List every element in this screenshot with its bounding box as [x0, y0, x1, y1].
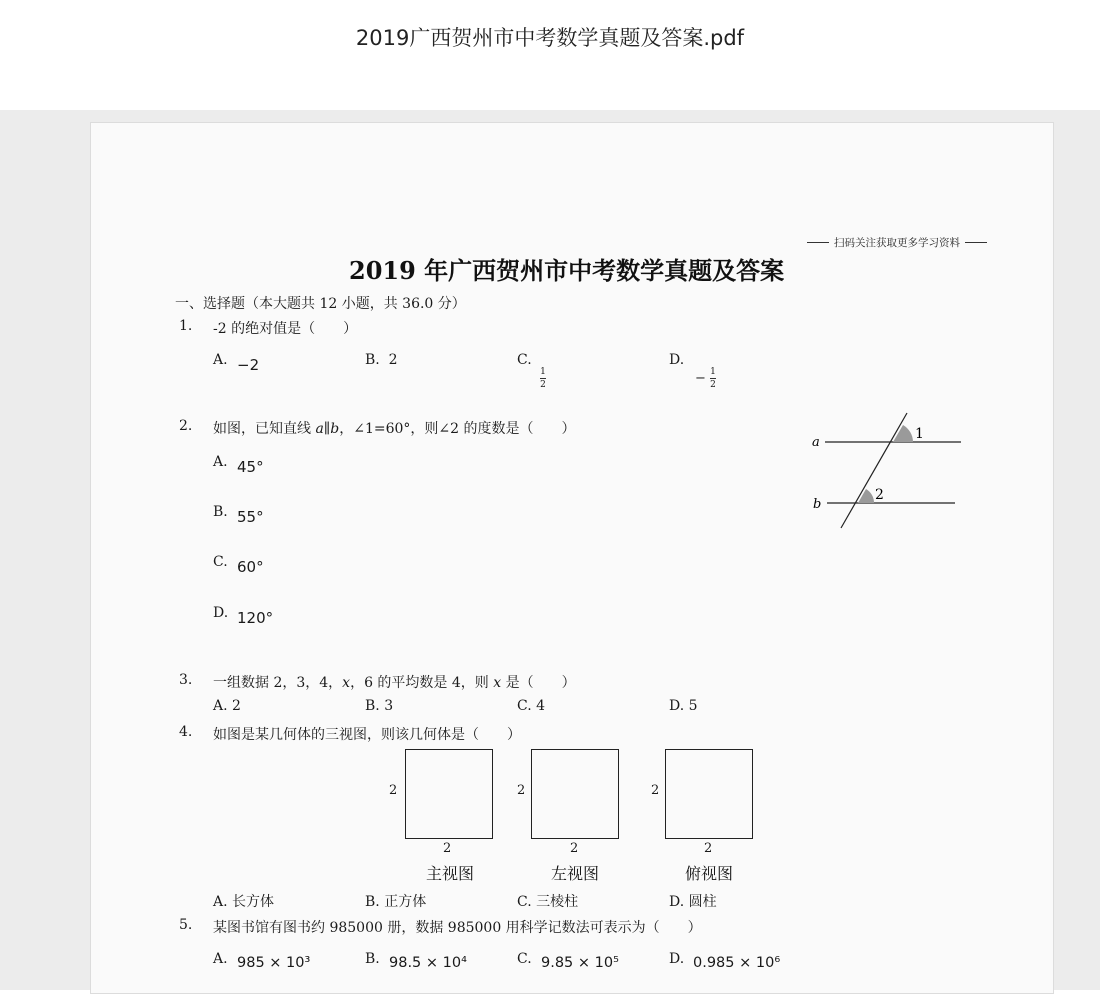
q1-option-c-label: C.	[517, 352, 532, 368]
q2-stem-parallel: a∥b	[315, 421, 340, 437]
q3-number: 3.	[179, 672, 193, 688]
q5-option-c-value: 9.85 × 10⁵	[541, 955, 619, 971]
q2-option-c-value: 60°	[237, 558, 264, 576]
q1-c-numerator: 1	[540, 367, 546, 377]
q5-stem: 某图书馆有图书约 985000 册，数据 985000 用科学记数法可表示为（ ）	[213, 920, 702, 936]
q5-option-d-value: 0.985 × 10⁶	[693, 955, 781, 971]
section-heading: 一、选择题（本大题共 12 小题，共 36.0 分）	[175, 296, 466, 312]
side-view-side-label: 2	[517, 783, 526, 798]
q4-option-c: C. 三棱柱	[517, 894, 579, 910]
q1-d-denominator: 2	[710, 380, 716, 390]
q2-option-c-label: C.	[213, 554, 228, 570]
q1-option-b-label: B.	[365, 352, 380, 368]
q4-number: 4.	[179, 724, 193, 740]
line-b-label: b	[813, 497, 822, 512]
q3-stem-post: 是（ ）	[501, 675, 576, 691]
q2-option-a-label: A.	[213, 454, 228, 470]
q4-option-b: B. 正方体	[365, 894, 427, 910]
q2-option-b-label: B.	[213, 504, 228, 520]
q1-stem: -2 的绝对值是（ ）	[213, 321, 358, 337]
front-view	[389, 749, 499, 883]
qr-note-text: 扫码关注获取更多学习资料	[834, 237, 960, 249]
q2-stem	[213, 418, 576, 438]
q3-option-b: B. 3	[365, 698, 394, 714]
q5-option-b-value: 98.5 × 10⁴	[389, 955, 467, 971]
q2-option-d-value: 120°	[237, 609, 274, 627]
side-view-bottom-label: 2	[570, 841, 579, 856]
q1-option-b	[365, 352, 398, 368]
angle-1-mark	[893, 425, 913, 442]
angle-1-label: 1	[915, 426, 924, 442]
q1-number: 1.	[179, 318, 193, 334]
top-view-square	[665, 749, 753, 839]
side-view	[517, 749, 627, 883]
q1-option-a-value: −2	[237, 356, 260, 374]
q3-option-c: C. 4	[517, 698, 546, 714]
pdf-page	[90, 122, 1054, 994]
front-view-square	[405, 749, 493, 839]
q5-number: 5.	[179, 917, 193, 933]
q1-option-c-fraction	[540, 367, 546, 390]
top-view-label: 俯视图	[685, 864, 734, 883]
q3-option-a: A. 2	[213, 698, 241, 714]
q1-option-d-fraction	[695, 367, 716, 390]
document-title: 2019 年广西贺州市中考数学真题及答案	[349, 256, 785, 285]
q2-stem-post: ，∠1=60°，则∠2 的度数是（ ）	[339, 421, 576, 437]
q2-number: 2.	[179, 418, 193, 434]
angle-2-label: 2	[875, 487, 884, 503]
side-view-square	[531, 749, 619, 839]
q1-option-b-value: 2	[388, 352, 398, 368]
q4-option-a: A. 长方体	[213, 894, 275, 910]
front-view-label: 主视图	[426, 864, 475, 883]
q3-stem-x2: x	[493, 675, 502, 691]
q2-option-d-label: D.	[213, 605, 229, 621]
q4-stem: 如图是某几何体的三视图，则该几何体是（ ）	[213, 727, 521, 743]
q2-option-a-value: 45°	[237, 458, 264, 476]
q1-c-denominator: 2	[540, 380, 546, 390]
q5-option-c-label: C.	[517, 951, 532, 967]
top-view-bottom-label: 2	[704, 841, 713, 856]
q1-option-a-label: A.	[213, 352, 228, 368]
q3-stem-x: x	[342, 675, 351, 691]
top-view	[651, 749, 761, 883]
front-view-side-label: 2	[389, 783, 398, 798]
q2-option-b-value: 55°	[237, 508, 264, 526]
q2-parallel-lines-figure	[807, 408, 967, 533]
q5-option-a-value: 985 × 10³	[237, 955, 311, 971]
q5-option-d-label: D.	[669, 951, 685, 967]
line-a-label: a	[812, 435, 820, 450]
side-view-label: 左视图	[551, 864, 600, 883]
qr-note	[807, 235, 987, 250]
front-view-bottom-label: 2	[443, 841, 452, 856]
angle-2-mark	[858, 489, 874, 503]
transversal	[841, 413, 907, 528]
top-view-side-label: 2	[651, 783, 660, 798]
q1-d-numerator: 1	[710, 367, 716, 377]
q5-option-a-label: A.	[213, 951, 228, 967]
q3-stem	[213, 672, 576, 692]
q4-option-d: D. 圆柱	[669, 894, 717, 910]
q1-d-sign: −	[695, 371, 706, 386]
file-title: 2019广西贺州市中考数学真题及答案.pdf	[355, 26, 745, 50]
q3-option-d: D. 5	[669, 698, 698, 714]
q2-stem-pre: 如图，已知直线	[213, 421, 316, 437]
q1-option-d-label: D.	[669, 352, 685, 368]
q3-stem-pre: 一组数据 2，3，4，	[213, 675, 343, 691]
q3-stem-mid: ，6 的平均数是 4，则	[350, 675, 494, 691]
q5-option-b-label: B.	[365, 951, 380, 967]
